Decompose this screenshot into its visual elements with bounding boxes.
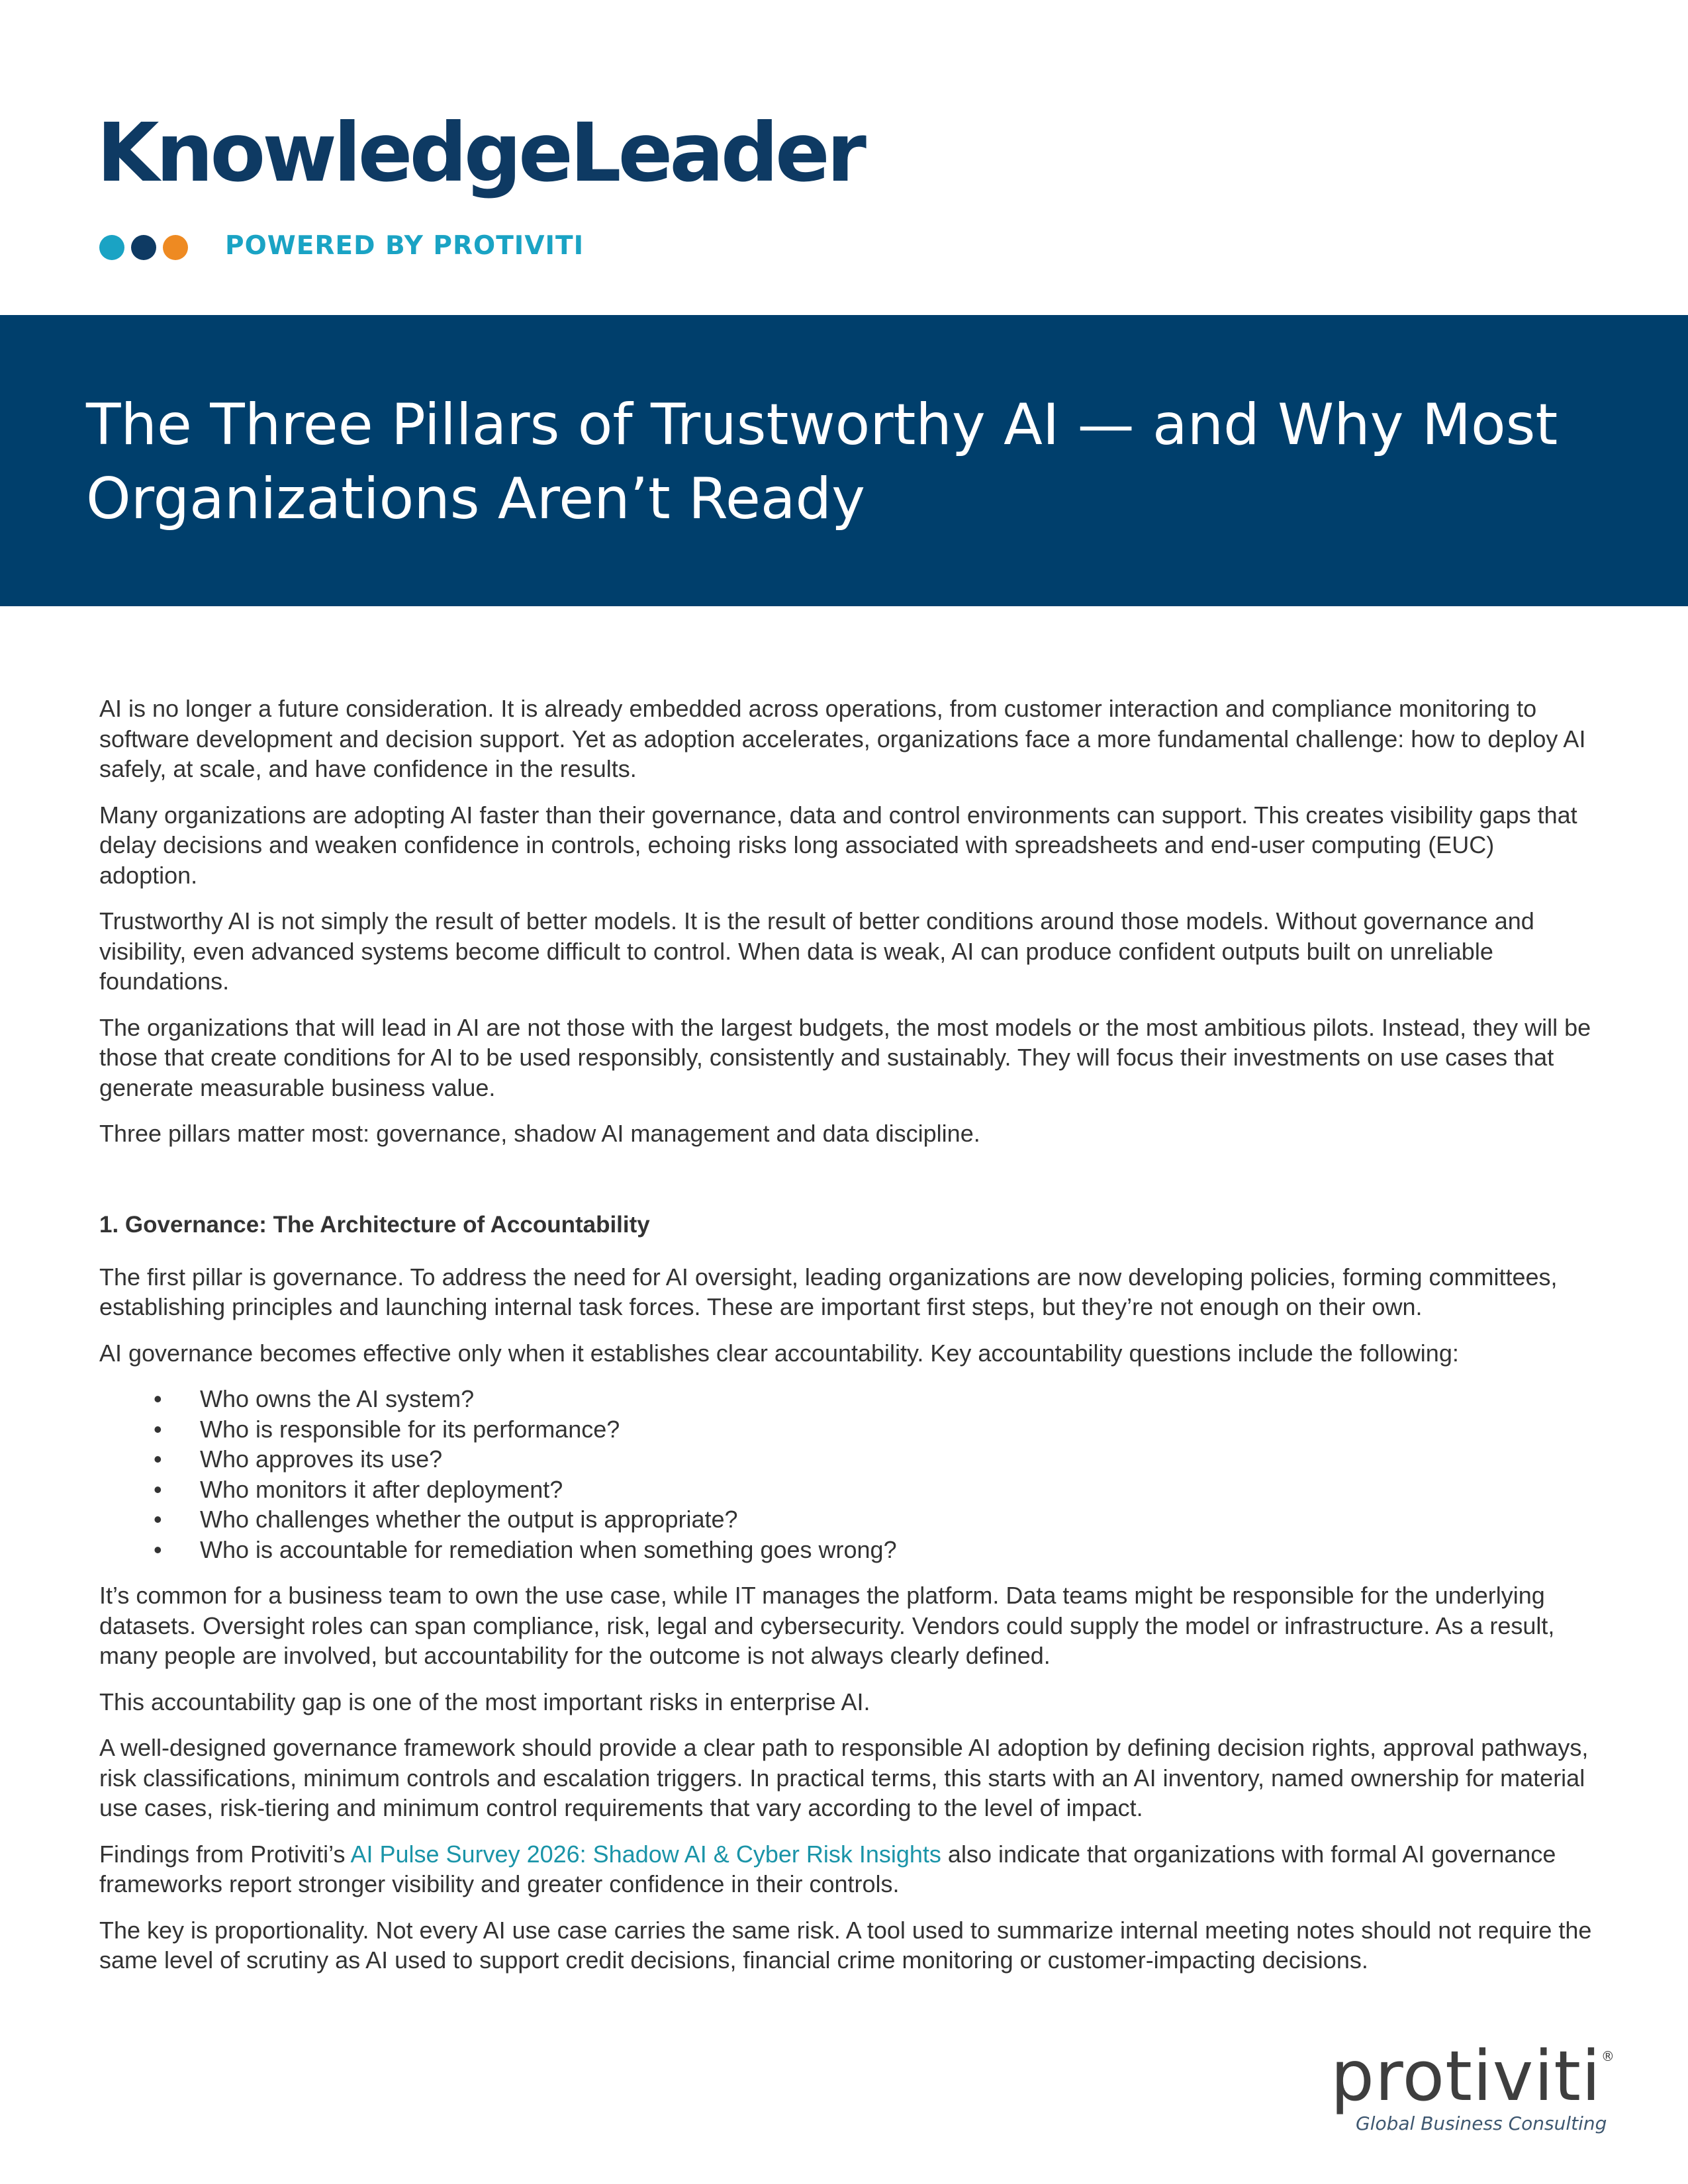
registered-mark: ® bbox=[1601, 2048, 1615, 2064]
page-title: The Three Pillars of Trustworthy AI — and Why Most Organizations Aren’t Ready bbox=[86, 392, 1558, 532]
dot-navy-icon bbox=[131, 235, 156, 260]
list-item: • Who is responsible for its performance? bbox=[99, 1414, 1595, 1445]
findings-text-after: also indicate that organizations with formal AI governance frameworks report stronger visibility and greater confidence in their controls. bbox=[99, 1840, 1556, 1897]
list-item: • Who challenges whether the output is appropriate? bbox=[99, 1504, 1595, 1535]
governance-paragraph-2: AI governance becomes effective only when it establishes clear accountability. Key accountability questions include the following: bbox=[99, 1339, 1459, 1367]
protiviti-logo bbox=[1331, 2036, 1615, 2116]
survey-link[interactable]: AI Pulse Survey 2026: Shadow AI & Cyber Risk Insights bbox=[350, 1840, 941, 1868]
list-item: • Who owns the AI system? bbox=[99, 1384, 1595, 1414]
governance-paragraph-3: It’s common for a business team to own the use case, while IT manages the platform. Data teams might be responsible for the underlying datasets. Oversight roles can span compliance, risk, legal and cybersecurity. Vendors could supply the model or infrastructure. As a result, many people are involved, but accountability for the outcome is not always clearly defined. bbox=[99, 1582, 1555, 1669]
powered-by-tagline: POWERED BY PROTIVITI bbox=[225, 231, 585, 261]
protiviti-tagline: Global Business Consulting bbox=[1356, 2113, 1607, 2134]
dot-teal-icon bbox=[99, 235, 124, 260]
findings-text-before: Findings from Protiviti’s bbox=[99, 1840, 351, 1868]
title-banner bbox=[0, 315, 1688, 606]
intro-paragraph-4: The organizations that will lead in AI are not those with the largest budgets, the most models or the most ambitious pilots. Instead, they will be those that create conditions for AI to be used responsibly, consistently and sustainably. They will focus their investments on use cases that generate measurable business value. bbox=[99, 1013, 1591, 1101]
accountability-questions-list bbox=[99, 1384, 1595, 1565]
governance-paragraph-1: The first pillar is governance. To address the need for AI oversight, leading organizations are now developing policies, forming committees, establishing principles and launching internal task forces. These are important first steps, but they’re not enough on their own. bbox=[99, 1263, 1558, 1320]
protiviti-wordmark: protiviti bbox=[1331, 2036, 1601, 2116]
list-item: • Who approves its use? bbox=[99, 1444, 1595, 1475]
intro-paragraph-2: Many organizations are adopting AI faster than their governance, data and control environments can support. This creates visibility gaps that delay decisions and weaken confidence in controls, echoing risks long associated with spreadsheets and end-user computing (EUC) adoption. bbox=[99, 801, 1577, 889]
list-item: • Who is accountable for remediation when something goes wrong? bbox=[99, 1535, 1595, 1565]
governance-paragraph-4: This accountability gap is one of the most important risks in enterprise AI. bbox=[99, 1688, 870, 1715]
dot-orange-icon bbox=[163, 235, 188, 260]
section-heading-governance: 1. Governance: The Architecture of Accountability bbox=[99, 1211, 650, 1238]
governance-paragraph-7: The key is proportionality. Not every AI use case carries the same risk. A tool used to summarize internal meeting notes should not require the same level of scrutiny as AI used to support credit decisions, financial crime monitoring or customer-impacting decisions. bbox=[99, 1916, 1592, 1974]
intro-paragraph-1: AI is no longer a future consideration. It is already embedded across operations, from customer interaction and compliance monitoring to software development and decision support. Yet as adoption accelerates, organizations face a more fundamental challenge: how to deploy AI safely, at scale, and have confidence in the results. bbox=[99, 695, 1586, 782]
intro-paragraph-5: Three pillars matter most: governance, shadow AI management and data discipline. bbox=[99, 1120, 980, 1147]
list-item: • Who monitors it after deployment? bbox=[99, 1475, 1595, 1505]
governance-paragraph-5: A well-designed governance framework should provide a clear path to responsible AI adoption by defining decision rights, approval pathways, risk classifications, minimum controls and escalation triggers. In practical terms, this starts with an AI inventory, named ownership for material use cases, risk-tiering and minimum control requirements that vary according to the level of impact. bbox=[99, 1734, 1589, 1821]
governance-paragraph-6 bbox=[99, 1839, 1595, 1899]
brand-logo: KnowledgeLeader bbox=[97, 106, 863, 200]
article-body bbox=[99, 694, 1595, 1991]
intro-paragraph-3: Trustworthy AI is not simply the result of better models. It is the result of better conditions around those models. Without governance and visibility, even advanced systems become difficult to control. When data is weak, AI can produce confident outputs built on unreliable foundations. bbox=[99, 907, 1534, 995]
